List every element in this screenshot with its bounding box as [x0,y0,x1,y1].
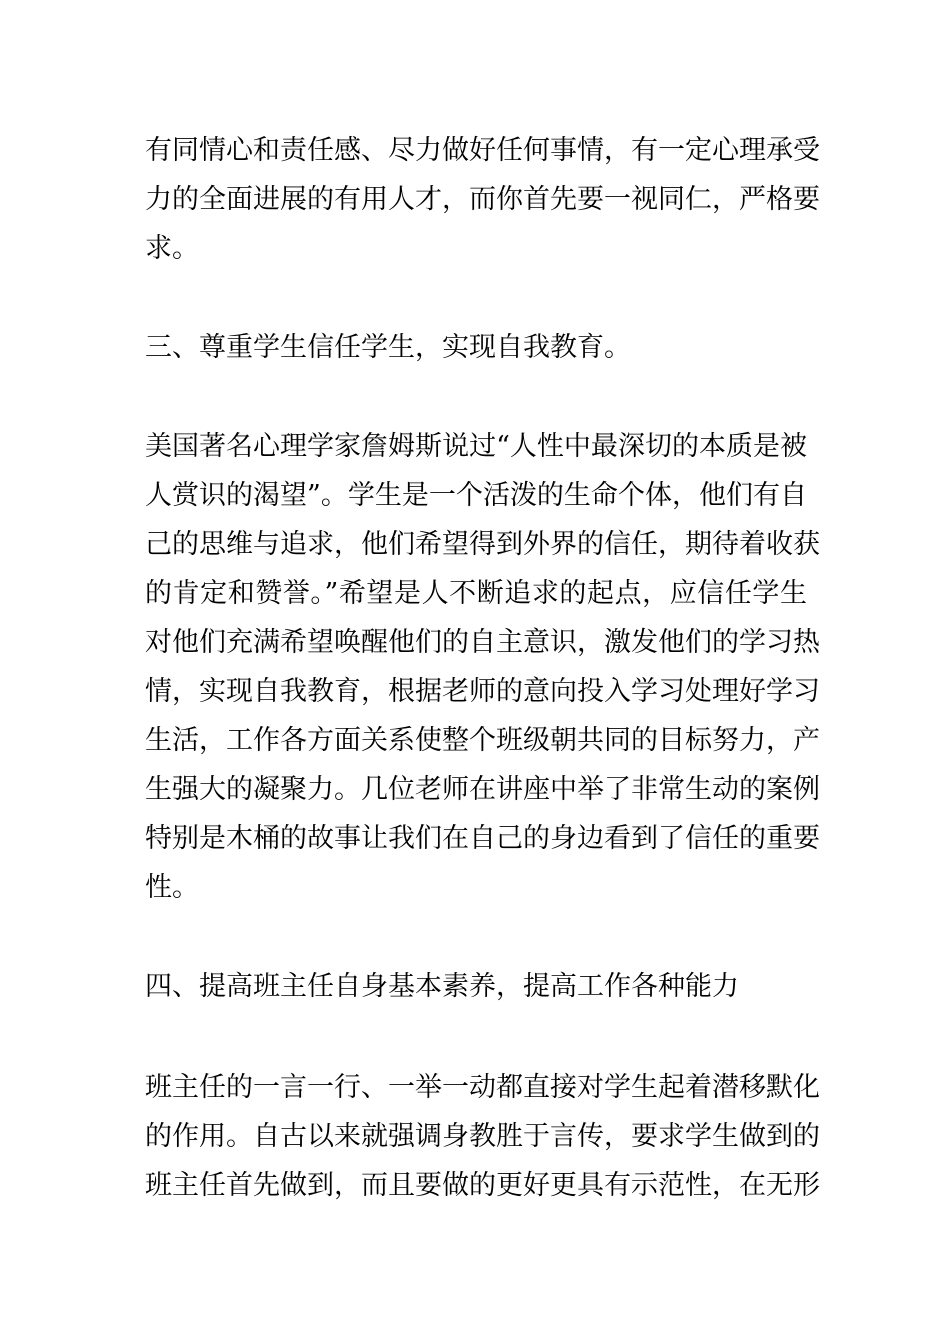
text-line: 班主任的一言一行、一举一动都直接对学生起着潜移默化 [145,1072,820,1103]
text-line: 己的思维与追求，他们希望得到外界的信任，期待着收获 [145,529,820,560]
heading-section-4 [145,962,807,1011]
heading-section-3 [145,323,807,372]
text-line: 有同情心和责任感、尽力做好任何事情，有一定心理承受 [145,135,820,166]
text-line: 情，实现自我教育，根据老师的意向投入学习处理好学习 [145,676,820,707]
text-line: 求。 [145,233,199,264]
paragraph-1 [145,126,820,273]
text-line: 的作用。自古以来就强调身教胜于言传，要求学生做到的 [145,1121,820,1152]
text-line: 人赏识的渴望”。学生是一个活泼的生命个体，他们有自 [145,480,807,511]
text-line: 美国著名心理学家詹姆斯说过“人性中最深切的本质是被 [145,431,807,462]
section-heading: 三、尊重学生信任学生，实现自我教育。 [145,332,631,363]
paragraph-2 [145,422,820,912]
text-line: 的肯定和赞誉。”希望是人不断追求的起点，应信任学生 [145,578,807,609]
text-line: 性。 [145,872,199,903]
text-line: 班主任首先做到，而且要做的更好更具有示范性，在无形 [145,1170,820,1201]
text-line: 力的全面进展的有用人才，而你首先要一视同仁，严格要 [145,184,820,215]
section-heading: 四、提高班主任自身基本素养，提高工作各种能力 [145,971,739,1002]
text-line: 特别是木桶的故事让我们在自己的身边看到了信任的重要 [145,823,820,854]
text-line: 生强大的凝聚力。几位老师在讲座中举了非常生动的案例 [145,774,820,805]
text-line: 生活，工作各方面关系使整个班级朝共同的目标努力，产 [145,725,820,756]
text-line: 对他们充满希望唤醒他们的自主意识，激发他们的学习热 [145,627,820,658]
paragraph-3 [145,1063,820,1210]
